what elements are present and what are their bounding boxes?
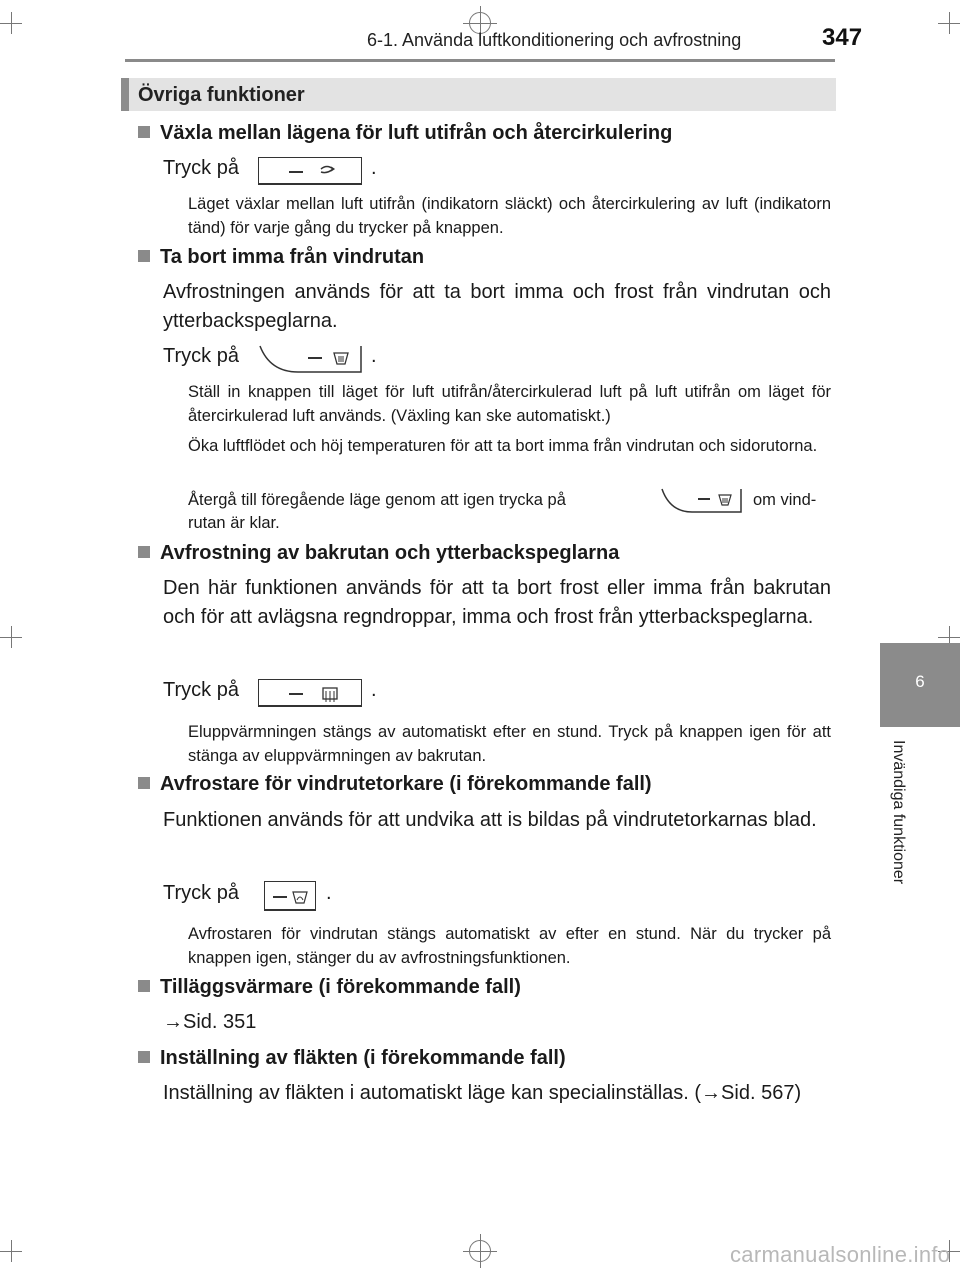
item-heading-text: Inställning av fläkten (i förekommande fall) bbox=[160, 1047, 566, 1069]
item-heading-text: Växla mellan lägena för luft utifrån och återcirkulering bbox=[160, 122, 673, 144]
item-heading-text: Tilläggsvärmare (i förekommande fall) bbox=[160, 976, 521, 998]
note-text: Avfrostaren för vindrutan stängs automatiskt av efter en stund. När du trycker på knappen igen, stänger du av avfrostningsfunktionen. bbox=[188, 925, 831, 967]
item-heading-text: Avfrostare för vindrutetorkare (i förekommande fall) bbox=[160, 773, 652, 795]
period: . bbox=[371, 345, 377, 367]
item-body: Avfrostningen används för att ta bort imma och frost från vindrutan och ytterbackspeglarna. bbox=[163, 281, 831, 332]
item-heading-text: Avfrostning av bakrutan och ytterbackspeglarna bbox=[160, 542, 620, 564]
rear-defogger-icon bbox=[258, 679, 362, 707]
item-heading bbox=[138, 246, 424, 269]
note-text: Öka luftflödet och höj temperaturen för att ta bort imma från vindrutan och sidorutorna. bbox=[188, 437, 818, 455]
period: . bbox=[371, 157, 377, 179]
press-instruction: Tryck på bbox=[163, 157, 239, 179]
recirculation-icon bbox=[258, 157, 362, 185]
item-heading bbox=[138, 773, 652, 796]
windshield-defrost-icon bbox=[258, 344, 362, 374]
square-bullet-icon bbox=[138, 980, 150, 992]
press-instruction: Tryck på bbox=[163, 679, 239, 701]
note-text-before-icon: Återgå till föregående läge genom att igen trycka på bbox=[188, 491, 566, 509]
item-heading bbox=[138, 542, 619, 565]
square-bullet-icon bbox=[138, 546, 150, 558]
item-body: Den här funktionen används för att ta bort frost eller imma från bakrutan och för att avlägsna regndroppar, imma och frost från ytterbackspeglarna. bbox=[163, 577, 831, 628]
item-heading bbox=[138, 1047, 566, 1070]
note-inline-row bbox=[188, 488, 566, 512]
period: . bbox=[371, 679, 377, 701]
windshield-defrost-icon bbox=[660, 487, 742, 514]
chapter-side-label-wrap bbox=[883, 740, 907, 915]
square-bullet-icon bbox=[138, 777, 150, 789]
press-instruction: Tryck på bbox=[163, 345, 239, 367]
square-bullet-icon bbox=[138, 1051, 150, 1063]
watermark: carmanualsonline.info bbox=[730, 1242, 951, 1267]
note-text-continued: rutan är klar. bbox=[188, 514, 280, 532]
square-bullet-icon bbox=[138, 250, 150, 262]
wiper-deicer-icon bbox=[264, 881, 316, 911]
note-text-after-icon: om vind- bbox=[753, 491, 817, 509]
item-heading bbox=[138, 976, 521, 999]
note-text: Ställ in knappen till läget för luft utifrån/återcirkulerad luft på luft utifrån om läget för återcirkulerad luft används. (Växling kan ske automatiskt.) bbox=[188, 383, 831, 425]
square-bullet-icon bbox=[138, 126, 150, 138]
page-number: 347 bbox=[822, 24, 863, 51]
item-body: Inställning av fläkten i automatiskt läge kan specialinställas. (→Sid. 567) bbox=[163, 1082, 802, 1104]
chapter-number: 6 bbox=[915, 672, 925, 691]
item-body: Funktionen används för att undvika att is bildas på vindrutetorkarnas blad. bbox=[163, 809, 817, 831]
header-rule bbox=[125, 59, 835, 62]
item-heading bbox=[138, 122, 672, 145]
page-reference: →Sid. 351 bbox=[163, 1011, 257, 1033]
chapter-header-title: 6-1. Använda luftkonditionering och avfrostning bbox=[367, 30, 742, 50]
item-heading-text: Ta bort imma från vindrutan bbox=[160, 246, 425, 268]
section-title: Övriga funktioner bbox=[138, 84, 305, 106]
chapter-side-label: Invändiga funktioner bbox=[890, 740, 907, 885]
note-text: Läget växlar mellan luft utifrån (indikatorn släckt) och återcirkulering av luft (indikatorn tänd) för varje gång du trycker på knappen. bbox=[188, 195, 831, 237]
note-text: Eluppvärmningen stängs av automatiskt efter en stund. Tryck på knappen igen för att stänga av eluppvärmningen av bakrutan. bbox=[188, 723, 831, 765]
press-instruction: Tryck på bbox=[163, 882, 239, 904]
period: . bbox=[326, 882, 332, 904]
